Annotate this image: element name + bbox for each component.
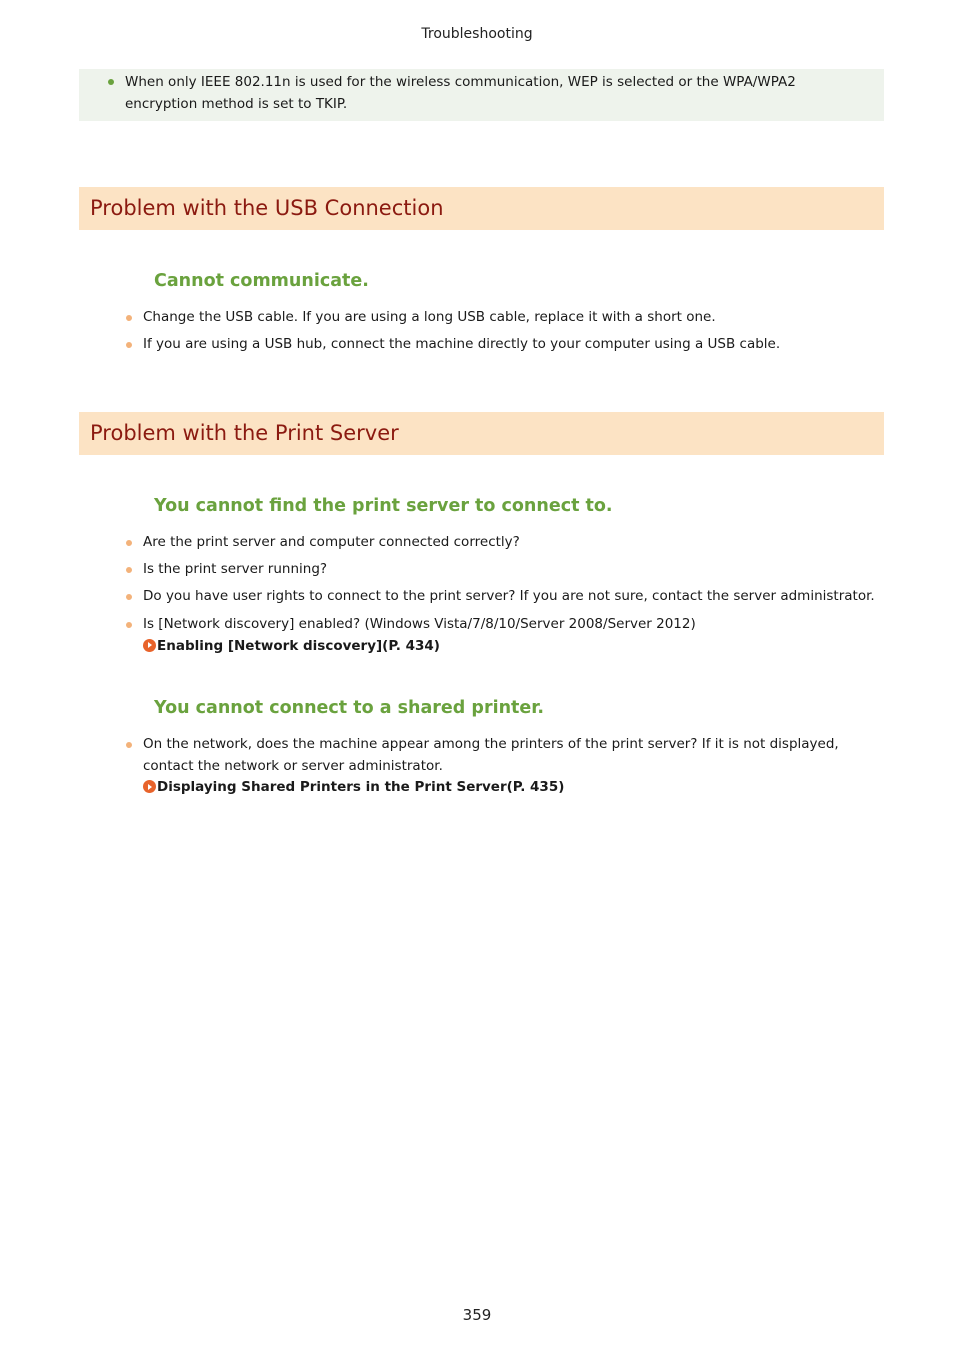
note-list bbox=[79, 71, 825, 115]
subheading-cannot-find-print-server: You cannot find the print server to connect to. bbox=[154, 496, 613, 516]
list-item-text: On the network, does the machine appear among the printers of the print server? If it is not displayed, contact the network or server administrator. bbox=[143, 736, 839, 774]
arrow-circle-right-icon bbox=[143, 639, 156, 652]
dot-bullet-icon bbox=[126, 567, 132, 573]
section-header-print-server bbox=[79, 412, 884, 455]
dot-bullet-icon bbox=[108, 79, 114, 85]
list-item bbox=[143, 334, 883, 356]
link-displaying-shared-printers[interactable] bbox=[143, 777, 883, 799]
arrow-circle-right-icon bbox=[143, 780, 156, 793]
list-item bbox=[143, 532, 883, 554]
list-item-text: Is the print server running? bbox=[143, 561, 328, 577]
subheading-cannot-communicate: Cannot communicate. bbox=[154, 271, 369, 291]
link-enabling-network-discovery[interactable] bbox=[143, 636, 883, 658]
dot-bullet-icon bbox=[126, 622, 132, 628]
list-item-text: Is [Network discovery] enabled? (Windows Vista/7/8/10/Server 2008/Server 2012) bbox=[143, 616, 696, 632]
section-title: Problem with the USB Connection bbox=[90, 196, 444, 220]
note-item-text: When only IEEE 802.11n is used for the wireless communication, WEP is selected or the WPA/WPA2 encryption method is set to TKIP. bbox=[125, 74, 796, 112]
section-title: Problem with the Print Server bbox=[90, 421, 399, 445]
note-item bbox=[79, 71, 825, 115]
dot-bullet-icon bbox=[126, 742, 132, 748]
page-number: 359 bbox=[462, 1306, 492, 1324]
dot-bullet-icon bbox=[126, 540, 132, 546]
list-item bbox=[143, 559, 883, 581]
dot-bullet-icon bbox=[126, 315, 132, 321]
note-box bbox=[79, 69, 884, 121]
list-item-text: If you are using a USB hub, connect the machine directly to your computer using a USB cable. bbox=[143, 336, 781, 352]
dot-bullet-icon bbox=[126, 594, 132, 600]
dot-bullet-icon bbox=[126, 342, 132, 348]
link-text: Displaying Shared Printers in the Print Server(P. 435) bbox=[157, 779, 565, 795]
running-header: Troubleshooting bbox=[421, 26, 533, 42]
link-text: Enabling [Network discovery](P. 434) bbox=[157, 637, 440, 654]
list-item-text: Do you have user rights to connect to the print server? If you are not sure, contact the server administrator. bbox=[143, 588, 875, 604]
section-header-usb bbox=[79, 187, 884, 230]
subheading-cannot-connect-shared-printer: You cannot connect to a shared printer. bbox=[154, 698, 545, 718]
list-item-text: Are the print server and computer connected correctly? bbox=[143, 534, 520, 550]
list-item bbox=[143, 586, 883, 608]
list-item-text: Change the USB cable. If you are using a long USB cable, replace it with a short one. bbox=[143, 309, 716, 325]
list-item bbox=[143, 307, 883, 329]
list-item bbox=[143, 614, 883, 657]
list-item bbox=[143, 734, 883, 799]
